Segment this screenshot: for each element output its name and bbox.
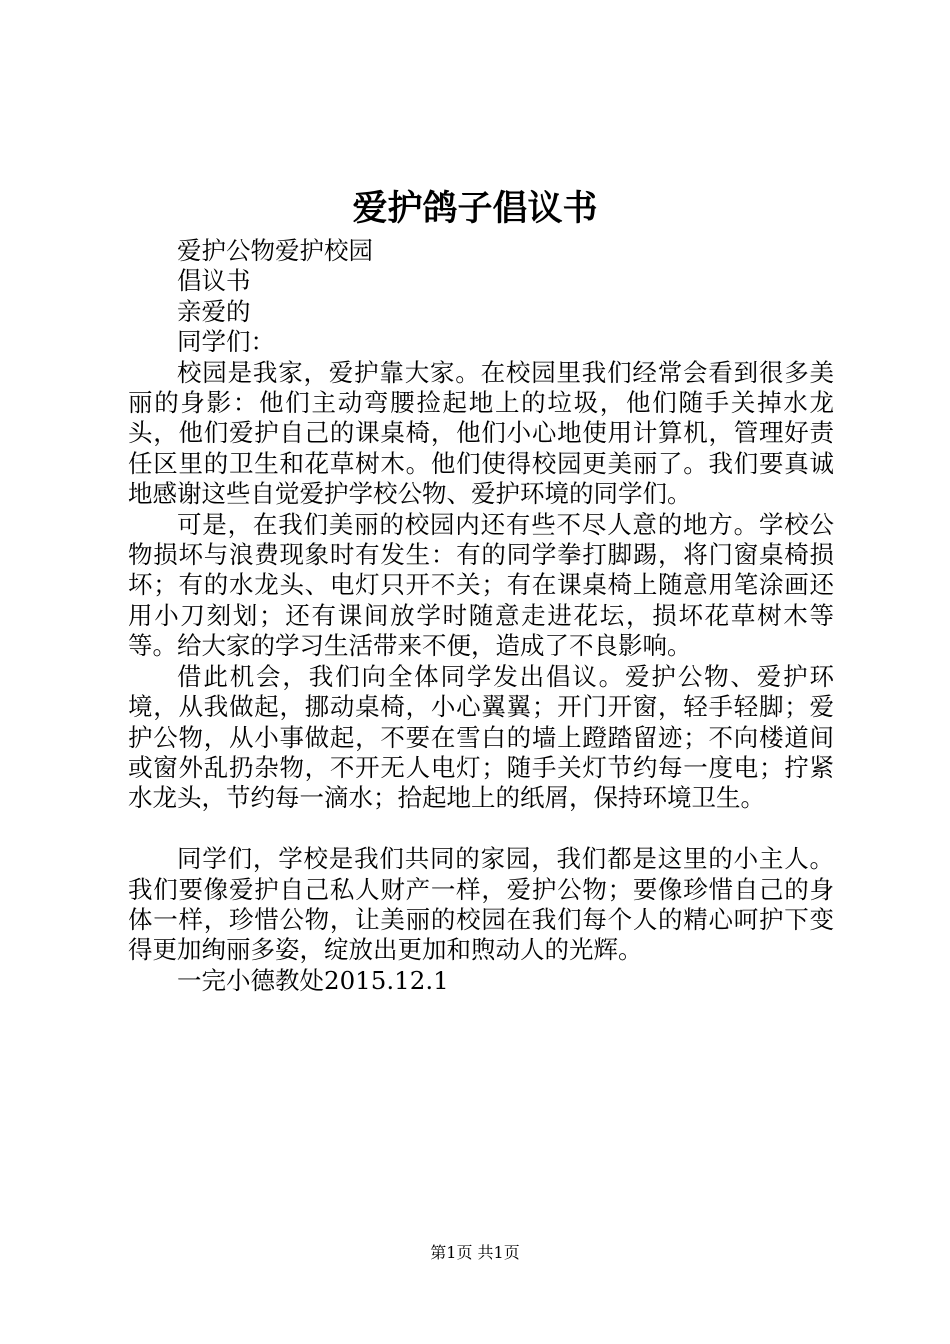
paragraph-body-3: 借此机会，我们向全体同学发出倡议。爱护公物、爱护环境，从我做起，挪动桌椅，小心翼翼；开门开窗，轻手轻脚；爱护公物，从小事做起，不要在雪白的墙上蹬踏留迹；不向楼道间或窗外乱扔杂物，不开无人电灯；随手关灯节约每一度电；拧紧水龙头，节约每一滴水；拾起地上的纸屑，保持环境卫生。 [128,661,834,813]
paragraph-heading-line-2: 倡议书 [177,266,251,296]
blank-line [128,814,834,844]
paragraph-body-2: 可是，在我们美丽的校园内还有些不尽人意的地方。学校公物损坏与浪费现象时有发生：有的同学拳打脚踢，将门窗桌椅损坏；有的水龙头、电灯只开不关；有在课桌椅上随意用笔涂画还用小刀刻划；还有课间放学时随意走进花坛，损坏花草树木等等。给大家的学习生活带来不便，造成了不良影响。 [128,509,834,661]
paragraph-heading-line-1: 爱护公物爱护校园 [177,236,373,265]
page-footer: 第1页 共1页 [430,1243,520,1262]
document-body [128,236,834,996]
paragraph-signature: 一完小德教处2015.12.1 [177,965,449,995]
paragraph-salutation-1: 亲爱的 [177,296,251,326]
paragraph-body-1: 校园是我家，爱护靠大家。在校园里我们经常会看到很多美丽的身影：他们主动弯腰捡起地上的垃圾，他们随手关掉水龙头，他们爱护自己的课桌椅，他们小心地使用计算机，管理好责任区里的卫生和花草树木。他们使得校园更美丽了。我们要真诚地感谢这些自觉爱护学校公物、爱护环境的同学们。 [128,357,834,509]
paragraph-body-4: 同学们，学校是我们共同的家园，我们都是这里的小主人。我们要像爱护自己私人财产一样，爱护公物；要像珍惜自己的身体一样，珍惜公物，让美丽的校园在我们每个人的精心呵护下变得更加绚丽多姿，绽放出更加和煦动人的光辉。 [128,844,834,965]
paragraph-salutation-2: 同学们： [177,327,275,357]
document-title: 爱护鸽子倡议书 [352,188,598,229]
